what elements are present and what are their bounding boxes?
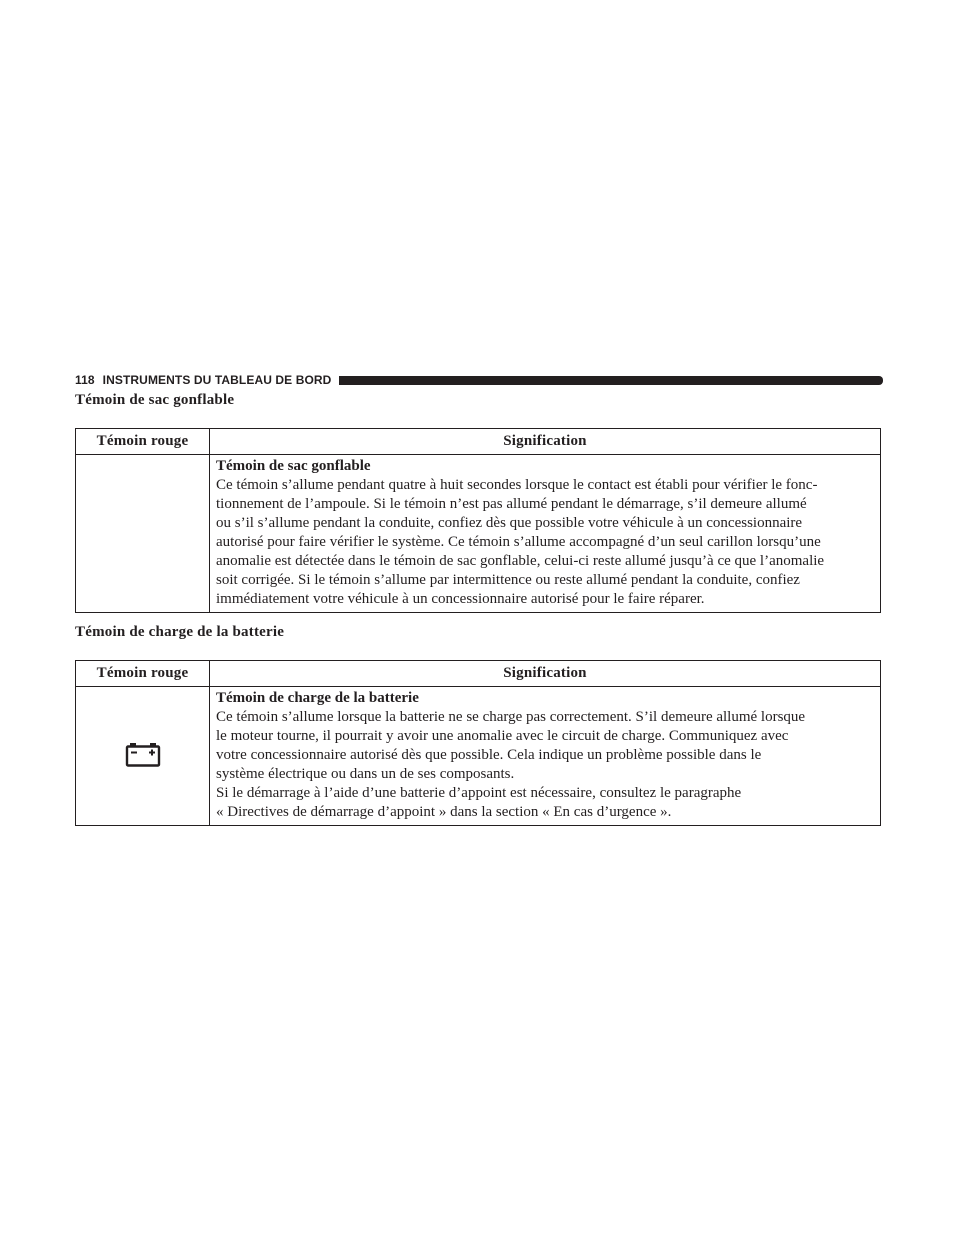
battery-text-line: Ce témoin s’allume lorsque la batterie ne se charge pas correctement. S’il demeure allumé lorsque xyxy=(216,709,806,725)
page-header xyxy=(75,372,883,388)
battery-text-line: système électrique ou dans un de ses composants. xyxy=(216,766,515,782)
table-row xyxy=(76,687,881,826)
column-header-red-indicator: Témoin rouge xyxy=(76,661,210,687)
header-rule xyxy=(339,376,883,385)
column-header-red-indicator: Témoin rouge xyxy=(76,429,210,455)
airbag-text-line: immédiatement votre véhicule à un concessionnaire autorisé pour le faire réparer. xyxy=(216,591,705,607)
battery-indicator-cell xyxy=(76,687,210,826)
battery-text-line: « Directives de démarrage d’appoint » dans la section « En cas d’urgence ». xyxy=(216,804,672,820)
battery-text-line: votre concessionnaire autorisé dès que possible. Cela indique un problème possible dans le xyxy=(216,747,762,763)
airbag-indicator-cell xyxy=(76,455,210,613)
battery-row-title: Témoin de charge de la batterie xyxy=(216,690,419,706)
section-title-battery: Témoin de charge de la batterie xyxy=(75,624,285,640)
battery-text-line: Si le démarrage à l’aide d’une batterie d’appoint est nécessaire, consultez le paragraphe xyxy=(216,785,742,801)
section-title-airbag: Témoin de sac gonflable xyxy=(75,392,235,408)
airbag-warning-table xyxy=(75,428,881,613)
column-header-meaning: Signification xyxy=(210,661,881,687)
battery-meaning-cell xyxy=(210,687,881,826)
airbag-text-line: tionnement de l’ampoule. Si le témoin n’est pas allumé pendant le démarrage, s’il demeure allumé xyxy=(216,496,807,512)
chapter-title: INSTRUMENTS DU TABLEAU DE BORD xyxy=(102,373,332,387)
airbag-text-line: anomalie est détectée dans le témoin de sac gonflable, celui-ci reste allumé jusqu’à ce que l’anomalie xyxy=(216,553,825,569)
page-number: 118 xyxy=(75,373,95,387)
table-row xyxy=(76,455,881,613)
battery-text-line: le moteur tourne, il pourrait y avoir une anomalie avec le circuit de charge. Communiquez avec xyxy=(216,728,789,744)
airbag-row-title: Témoin de sac gonflable xyxy=(216,458,371,474)
airbag-text-line: soit corrigée. Si le témoin s’allume par intermittence ou reste allumé pendant la conduite, confiez xyxy=(216,572,800,588)
battery-icon xyxy=(125,743,161,773)
column-header-meaning: Signification xyxy=(210,429,881,455)
airbag-text-line: Ce témoin s’allume pendant quatre à huit secondes lorsque le contact est établi pour vérifier le fonc- xyxy=(216,477,818,493)
table-header-row xyxy=(76,661,881,687)
battery-warning-table xyxy=(75,660,881,826)
table-header-row xyxy=(76,429,881,455)
airbag-meaning-cell xyxy=(210,455,881,613)
airbag-text-line: autorisé pour faire vérifier le système. Ce témoin s’allume accompagné d’un seul carillon lorsqu’une xyxy=(216,534,821,550)
airbag-text-line: ou s’il s’allume pendant la conduite, confiez dès que possible votre véhicule à un concessionnaire xyxy=(216,515,803,531)
